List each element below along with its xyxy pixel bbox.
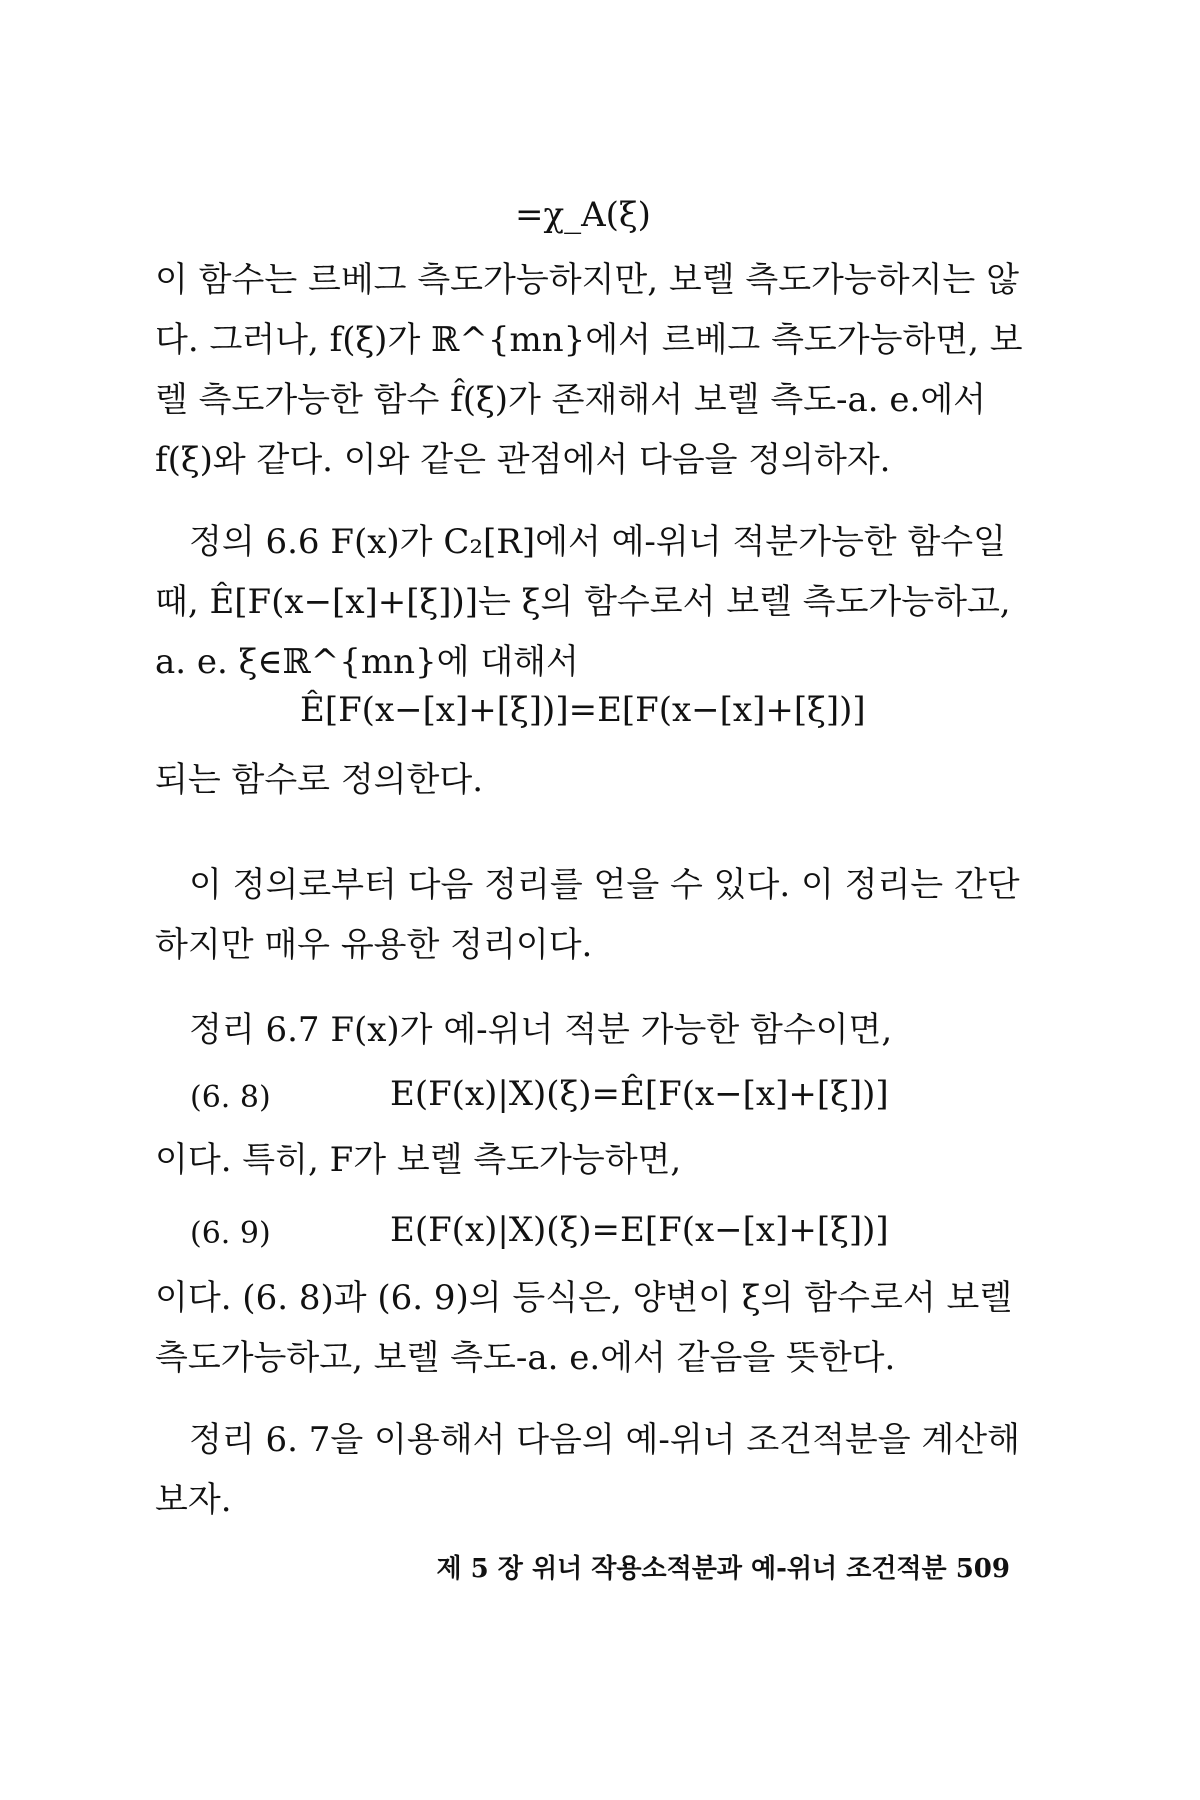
paragraph-compute: 정리 6. 7을 이용해서 다음의 예-위너 조건적분을 계산해 보자. <box>155 1420 1020 1520</box>
paragraph-theorem-intro: 이 정의로부터 다음 정리를 얻을 수 있다. 이 정리는 간단하지만 매우 유용한 정리이다. <box>155 865 1020 965</box>
running-footer: 제 5 장 위너 작용소적분과 예-위너 조건적분 509 <box>436 1554 1010 1584</box>
equation-label-6-8: (6. 8) <box>190 1080 271 1115</box>
theorem-6-7: 정리 6.7 F(x)가 예-위너 적분 가능한 함수이면, <box>189 1010 893 1050</box>
formula-chi: =χ_A(ξ) <box>515 195 651 235</box>
equation-6-9: E(F(x)|X)(ξ)=E[F(x−[x]+[ξ])] <box>390 1210 889 1250</box>
paragraph-borel: 이다. 특히, F가 보렐 측도가능하면, <box>155 1140 682 1180</box>
equation-6-8: E(F(x)|X)(ξ)=Ê[F(x−[x]+[ξ])] <box>390 1074 889 1114</box>
paragraph-equality: 이다. (6. 8)과 (6. 9)의 등식은, 양변이 ξ의 함수로서 보렐 측도가능하고, 보렐 측도-a. e.에서 같음을 뜻한다. <box>155 1278 1013 1378</box>
paragraph-lebesgue: 이 함수는 르베그 측도가능하지만, 보렐 측도가능하지는 않다. 그러나, f(ξ)가 ℝ^{mn}에서 르베그 측도가능하면, 보렐 측도가능한 함수 f̂(ξ)가 존재해서 보렐 측도-a. e.에서 f(ξ)와 같다. 이와 같은 관점에서 다음을 정의하자. <box>155 260 1023 480</box>
definition-6-6: 정의 6.6 F(x)가 C₂[R]에서 예-위너 적분가능한 함수일 때, Ê[F(x−[x]+[ξ])]는 ξ의 함수로서 보렐 측도가능하고, a. e. ξ∈ℝ^{mn}에 대해서 <box>155 522 1011 682</box>
definition-end: 되는 함수로 정의한다. <box>155 760 484 800</box>
definition-formula: Ê[F(x−[x]+[ξ])]=E[F(x−[x]+[ξ])] <box>300 690 866 730</box>
equation-label-6-9: (6. 9) <box>190 1216 271 1251</box>
